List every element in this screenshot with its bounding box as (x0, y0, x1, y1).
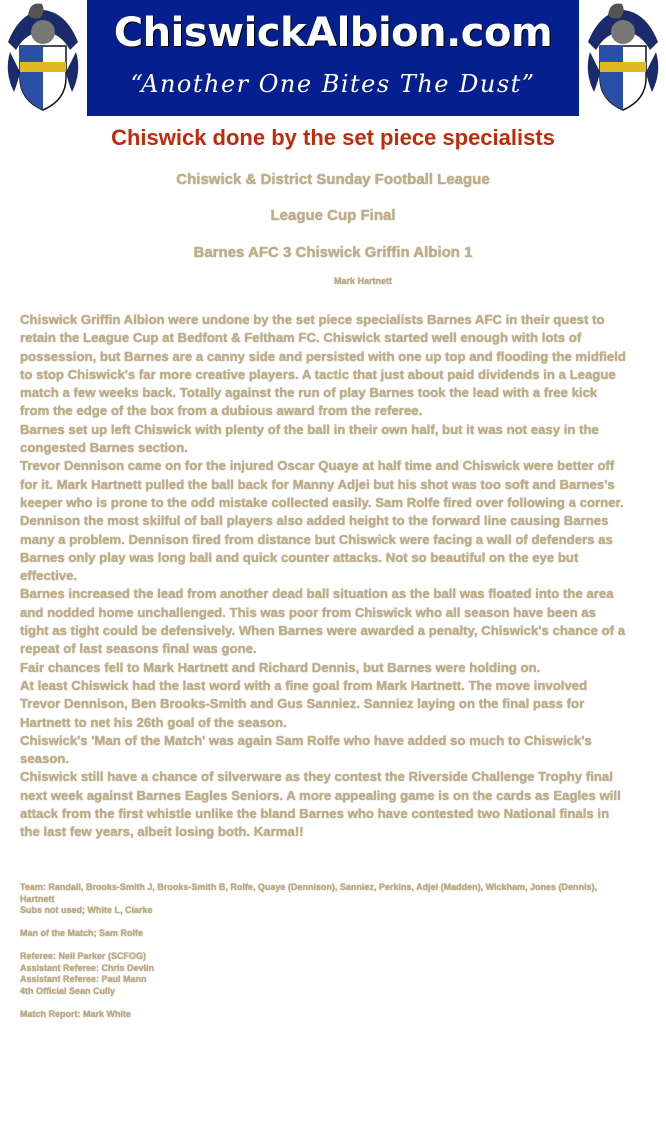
article-headline: Chiswick done by the set piece specialists (111, 125, 555, 150)
match-details (20, 882, 630, 1020)
article-paragraph: Chiswick's 'Man of the Match' was again Sam Rolfe who have added so much to Chiswick's season. (20, 732, 592, 767)
article-author: Mark Hartnett (333, 276, 392, 286)
article-paragraph: At least Chiswick had the last word with a fine goal from Mark Hartnett. The move involved Trevor Dennison, Ben Brooks-Smith and Gus Sanniez. Sanniez laying on the final pass for Hartnett to net his 26th goal of the season. (20, 677, 588, 730)
assistant-referee: Assistant Referee: Chris Devlin (20, 962, 155, 973)
league-name: Chiswick & District Sunday Football League (176, 171, 490, 188)
site-banner (87, 0, 579, 116)
article-paragraph: Barnes set up left Chiswick with plenty of the ball in their own half, but it was not easy in the congested Barnes section. (20, 421, 599, 456)
assistant-referee: Assistant Referee: Paul Mann (20, 974, 147, 984)
competition-name: League Cup Final (270, 207, 396, 224)
article-paragraph: Trevor Dennison came on for the injured Oscar Quaye at half time and Chiswick were better off for it. Mark Hartnett pulled the ball back for Manny Adjei but his shot was too soft and Barnes's keeper who is prone to the odd mistake collected easily. Sam Rolfe fired over following a corner. Dennison the most skilful of ball players also added height to the forward line causing Barnes many a problem. Dennison fired from distance but Chiswick were facing a wall of defenders as Barnes only play was long ball and quick counter attacks. Not so beautiful on the eye but effective. (20, 458, 624, 584)
site-tagline: “Another One Bites The Dust” (130, 70, 536, 98)
article-paragraph: Barnes increased the lead from another dead ball situation as the ball was floated into the area and nodded home unchallenged. This was poor from Chiswick who all season have been as tight as tight could be defensively. When Barnes were awarded a penalty, Chiswick's chance of a repeat of last seasons final was gone. (20, 586, 626, 657)
article-paragraph: Chiswick still have a chance of silverware as they contest the Riverside Challenge Trophy final next week against Barnes Eagles Seniors. A more appealing game is on the cards as Eagles will attack from the first whistle unlike the bland Barnes who have contested two National finals in the last few years, albeit losing both. Karma!! (20, 769, 621, 840)
site-title: ChiswickAlbion.com (113, 10, 553, 56)
match-score: Barnes AFC 3 Chiswick Griffin Albion 1 (193, 244, 473, 261)
unused-subs: Subs not used; White L, Clarke (20, 905, 153, 915)
club-crest-icon (0, 2, 86, 114)
fourth-official: 4th Official Sean Cully (20, 985, 116, 996)
article-paragraph: Fair chances fell to Mark Hartnett and Richard Dennis, but Barnes were holding on. (20, 659, 541, 675)
report-author: Match Report: Mark White (20, 1008, 132, 1019)
club-crest-icon (580, 2, 666, 114)
man-of-the-match: Man of the Match; Sam Rolfe (20, 928, 144, 938)
team-lineup: Team: Randall, Brooks-Smith J, Brooks-Smith B, Rolfe, Quaye (Dennison), Sanniez, Perkins, Adjei (Madden), Wickham, Jones (Dennis), Hartnett (20, 882, 598, 904)
article-paragraph: Chiswick Griffin Albion were undone by the set piece specialists Barnes AFC in their quest to retain the League Cup at Bedfont & Feltham FC. Chiswick started well enough with lots of possession, but Barnes are a canny side and persisted with one up top and flooding the midfield to stop Chiswick's far more creative players. A tactic that just about paid dividends in a League match a few weeks back. Totally against the run of play Barnes took the lead with a free kick from the edge of the box from a dubious award from the referee. (20, 312, 626, 419)
site-header (0, 0, 666, 118)
article-body (20, 311, 628, 842)
referee: Referee: Neil Parker (SCFOG) (20, 951, 147, 961)
